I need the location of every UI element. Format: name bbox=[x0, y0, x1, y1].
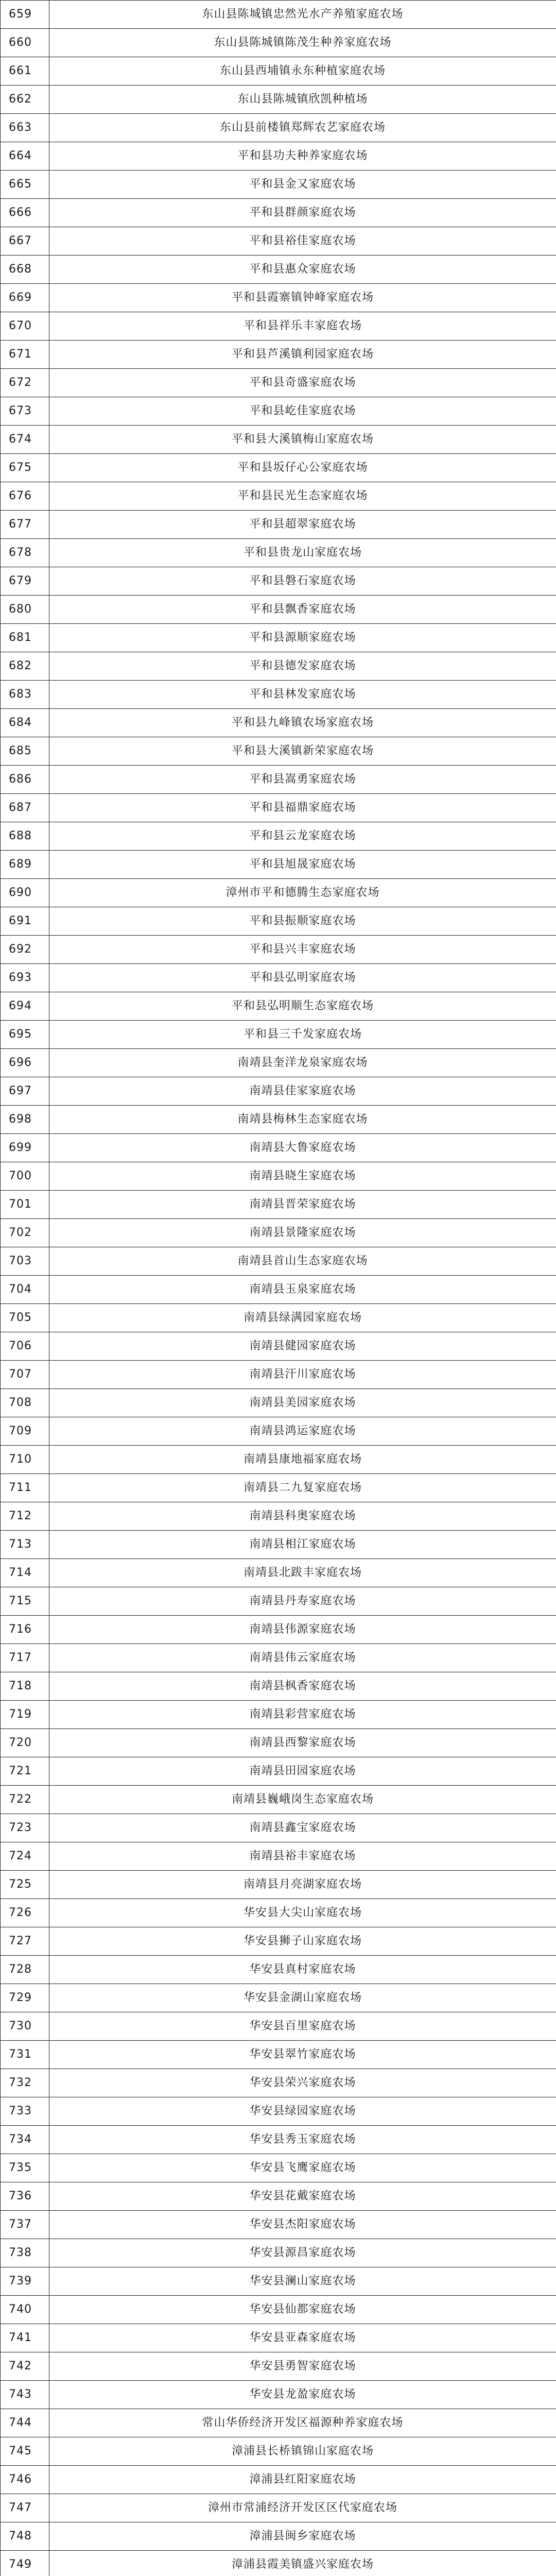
row-number: 702 bbox=[1, 1219, 49, 1247]
table-row bbox=[1, 567, 556, 596]
row-number: 670 bbox=[1, 312, 49, 341]
farm-name: 东山县陈城镇忠然光水产养殖家庭农场 bbox=[49, 1, 556, 29]
row-number: 722 bbox=[1, 1786, 49, 1814]
farm-name: 南靖县佳家家庭农场 bbox=[49, 1077, 556, 1106]
farm-name: 华安县亚森家庭农场 bbox=[49, 2324, 556, 2352]
table-row bbox=[1, 1389, 556, 1417]
table-row bbox=[1, 397, 556, 426]
farm-name: 南靖县玉泉家庭农场 bbox=[49, 1276, 556, 1304]
table-body bbox=[1, 1, 556, 2576]
farm-name: 平和县霞寨镇钟峰家庭农场 bbox=[49, 284, 556, 312]
table-row bbox=[1, 1616, 556, 1644]
row-number: 745 bbox=[1, 2437, 49, 2466]
table-row bbox=[1, 369, 556, 397]
table-row bbox=[1, 2409, 556, 2437]
table-row bbox=[1, 2324, 556, 2352]
row-number: 703 bbox=[1, 1247, 49, 1276]
table-row bbox=[1, 1247, 556, 1276]
farm-name: 平和县屹佳家庭农场 bbox=[49, 397, 556, 426]
table-row bbox=[1, 2239, 556, 2267]
farm-name: 平和县源顺家庭农场 bbox=[49, 624, 556, 652]
table-row bbox=[1, 1842, 556, 1871]
table-row bbox=[1, 1361, 556, 1389]
farm-name: 华安县狮子山家庭农场 bbox=[49, 1927, 556, 1956]
farm-name: 平和县民光生态家庭农场 bbox=[49, 482, 556, 511]
farm-name: 华安县绿园家庭农场 bbox=[49, 2097, 556, 2126]
farm-name: 平和县福鼎家庭农场 bbox=[49, 794, 556, 822]
farm-name: 平和县群颜家庭农场 bbox=[49, 199, 556, 227]
farm-name: 平和县大溪镇新荣家庭农场 bbox=[49, 737, 556, 766]
table-row bbox=[1, 2352, 556, 2381]
table-row bbox=[1, 227, 556, 256]
farm-name: 南靖县美园家庭农场 bbox=[49, 1389, 556, 1417]
table-row bbox=[1, 2437, 556, 2466]
farm-name: 平和县飘香家庭农场 bbox=[49, 596, 556, 624]
table-row bbox=[1, 1191, 556, 1219]
farm-name: 南靖县伟源家庭农场 bbox=[49, 1616, 556, 1644]
row-number: 689 bbox=[1, 851, 49, 879]
farm-name: 漳浦县红阳家庭农场 bbox=[49, 2466, 556, 2494]
table-row bbox=[1, 822, 556, 851]
table-row bbox=[1, 2522, 556, 2551]
row-number: 692 bbox=[1, 936, 49, 964]
farm-name: 平和县林发家庭农场 bbox=[49, 681, 556, 709]
farm-name: 华安县源昌家庭农场 bbox=[49, 2239, 556, 2267]
farm-name: 平和县九峰镇农场家庭农场 bbox=[49, 709, 556, 737]
table-row bbox=[1, 1134, 556, 1162]
row-number: 747 bbox=[1, 2494, 49, 2522]
table-row bbox=[1, 1559, 556, 1587]
farm-name: 华安县大尖山家庭农场 bbox=[49, 1899, 556, 1927]
row-number: 663 bbox=[1, 114, 49, 142]
farm-name: 平和县三千发家庭农场 bbox=[49, 1021, 556, 1049]
farm-name: 南靖县景隆家庭农场 bbox=[49, 1219, 556, 1247]
row-number: 674 bbox=[1, 426, 49, 454]
table-row bbox=[1, 1871, 556, 1899]
farm-name: 平和县功夫种养家庭农场 bbox=[49, 142, 556, 171]
row-number: 681 bbox=[1, 624, 49, 652]
farm-name: 华安县龙盈家庭农场 bbox=[49, 2381, 556, 2409]
row-number: 719 bbox=[1, 1701, 49, 1729]
farm-name: 平和县振顺家庭农场 bbox=[49, 907, 556, 936]
farm-name: 华安县真村家庭农场 bbox=[49, 1956, 556, 1984]
farm-name: 漳浦县霞美镇盛兴家庭农场 bbox=[49, 2551, 556, 2576]
farm-name: 南靖县梅林生态家庭农场 bbox=[49, 1106, 556, 1134]
table-row bbox=[1, 1446, 556, 1474]
table-row bbox=[1, 312, 556, 341]
row-number: 721 bbox=[1, 1757, 49, 1786]
row-number: 708 bbox=[1, 1389, 49, 1417]
row-number: 713 bbox=[1, 1531, 49, 1559]
farm-name: 南靖县相江家庭农场 bbox=[49, 1531, 556, 1559]
row-number: 686 bbox=[1, 766, 49, 794]
row-number: 737 bbox=[1, 2211, 49, 2239]
table-row bbox=[1, 794, 556, 822]
farm-name: 漳州市平和德腾生态家庭农场 bbox=[49, 879, 556, 907]
row-number: 675 bbox=[1, 454, 49, 482]
row-number: 685 bbox=[1, 737, 49, 766]
farm-name: 漳浦县长桥镇锦山家庭农场 bbox=[49, 2437, 556, 2466]
row-number: 723 bbox=[1, 1814, 49, 1842]
farm-name: 南靖县丹寿家庭农场 bbox=[49, 1587, 556, 1616]
table-row bbox=[1, 2494, 556, 2522]
table-row bbox=[1, 681, 556, 709]
farm-name: 南靖县月亮湖家庭农场 bbox=[49, 1871, 556, 1899]
table-row bbox=[1, 1956, 556, 1984]
table-row bbox=[1, 1106, 556, 1134]
row-number: 668 bbox=[1, 256, 49, 284]
farm-name: 南靖县健园家庭农场 bbox=[49, 1332, 556, 1361]
table-row bbox=[1, 114, 556, 142]
farm-name: 平和县金又家庭农场 bbox=[49, 171, 556, 199]
farm-name: 南靖县北跋丰家庭农场 bbox=[49, 1559, 556, 1587]
table-row bbox=[1, 57, 556, 86]
row-number: 679 bbox=[1, 567, 49, 596]
row-number: 687 bbox=[1, 794, 49, 822]
table-row bbox=[1, 2154, 556, 2182]
table-row bbox=[1, 2267, 556, 2296]
farm-name: 南靖县伟云家庭农场 bbox=[49, 1644, 556, 1672]
table-row bbox=[1, 1502, 556, 1531]
table-row bbox=[1, 1531, 556, 1559]
row-number: 669 bbox=[1, 284, 49, 312]
table-row bbox=[1, 539, 556, 567]
row-number: 714 bbox=[1, 1559, 49, 1587]
table-row bbox=[1, 596, 556, 624]
table-row bbox=[1, 2041, 556, 2069]
table-row bbox=[1, 2182, 556, 2211]
table-row bbox=[1, 936, 556, 964]
row-number: 673 bbox=[1, 397, 49, 426]
farm-name: 南靖县田园家庭农场 bbox=[49, 1757, 556, 1786]
table-row bbox=[1, 1332, 556, 1361]
farm-name: 平和县旭晟家庭农场 bbox=[49, 851, 556, 879]
table-row bbox=[1, 2296, 556, 2324]
row-number: 697 bbox=[1, 1077, 49, 1106]
table-row bbox=[1, 1219, 556, 1247]
row-number: 699 bbox=[1, 1134, 49, 1162]
farm-name: 南靖县大鲁家庭农场 bbox=[49, 1134, 556, 1162]
farm-name: 平和县云龙家庭农场 bbox=[49, 822, 556, 851]
table-row bbox=[1, 652, 556, 681]
table-row bbox=[1, 2466, 556, 2494]
row-number: 718 bbox=[1, 1672, 49, 1701]
table-row bbox=[1, 171, 556, 199]
farm-name: 东山县陈城镇陈茂生种养家庭农场 bbox=[49, 29, 556, 57]
row-number: 738 bbox=[1, 2239, 49, 2267]
farm-name: 华安县仙都家庭农场 bbox=[49, 2296, 556, 2324]
farm-name: 南靖县康地福家庭农场 bbox=[49, 1446, 556, 1474]
row-number: 742 bbox=[1, 2352, 49, 2381]
row-number: 717 bbox=[1, 1644, 49, 1672]
row-number: 726 bbox=[1, 1899, 49, 1927]
row-number: 740 bbox=[1, 2296, 49, 2324]
row-number: 678 bbox=[1, 539, 49, 567]
farm-name: 漳州市常浦经济开发区区代家庭农场 bbox=[49, 2494, 556, 2522]
farm-name: 华安县金湖山家庭农场 bbox=[49, 1984, 556, 2012]
farm-name: 平和县弘明家庭农场 bbox=[49, 964, 556, 992]
row-number: 712 bbox=[1, 1502, 49, 1531]
farm-name: 华安县花戴家庭农场 bbox=[49, 2182, 556, 2211]
table-row bbox=[1, 284, 556, 312]
row-number: 743 bbox=[1, 2381, 49, 2409]
farm-name: 华安县勇智家庭农场 bbox=[49, 2352, 556, 2381]
farm-name: 南靖县鑫宝家庭农场 bbox=[49, 1814, 556, 1842]
farm-name: 南靖县鸿运家庭农场 bbox=[49, 1417, 556, 1446]
farm-name: 平和县祥乐丰家庭农场 bbox=[49, 312, 556, 341]
row-number: 694 bbox=[1, 992, 49, 1021]
farm-name: 平和县裕佳家庭农场 bbox=[49, 227, 556, 256]
farm-name: 华安县秀玉家庭农场 bbox=[49, 2126, 556, 2154]
row-number: 710 bbox=[1, 1446, 49, 1474]
row-number: 662 bbox=[1, 86, 49, 114]
row-number: 730 bbox=[1, 2012, 49, 2041]
table-row bbox=[1, 454, 556, 482]
table-row bbox=[1, 1021, 556, 1049]
table-row bbox=[1, 2551, 556, 2576]
row-number: 715 bbox=[1, 1587, 49, 1616]
table-row bbox=[1, 1276, 556, 1304]
table-row bbox=[1, 142, 556, 171]
table-row bbox=[1, 1729, 556, 1757]
row-number: 690 bbox=[1, 879, 49, 907]
table-row bbox=[1, 2381, 556, 2409]
row-number: 734 bbox=[1, 2126, 49, 2154]
row-number: 659 bbox=[1, 1, 49, 29]
row-number: 705 bbox=[1, 1304, 49, 1332]
table-row bbox=[1, 737, 556, 766]
row-number: 667 bbox=[1, 227, 49, 256]
row-number: 732 bbox=[1, 2069, 49, 2097]
table-row bbox=[1, 2211, 556, 2239]
table-row bbox=[1, 1814, 556, 1842]
table-row bbox=[1, 964, 556, 992]
farm-name: 南靖县奎洋龙泉家庭农场 bbox=[49, 1049, 556, 1077]
farm-name: 南靖县首山生态家庭农场 bbox=[49, 1247, 556, 1276]
farm-name: 平和县磐石家庭农场 bbox=[49, 567, 556, 596]
farm-name: 平和县德发家庭农场 bbox=[49, 652, 556, 681]
row-number: 706 bbox=[1, 1332, 49, 1361]
table-row bbox=[1, 624, 556, 652]
farm-name: 平和县贵龙山家庭农场 bbox=[49, 539, 556, 567]
farm-name: 南靖县巍峨岗生态家庭农场 bbox=[49, 1786, 556, 1814]
table-row bbox=[1, 1984, 556, 2012]
row-number: 707 bbox=[1, 1361, 49, 1389]
row-number: 724 bbox=[1, 1842, 49, 1871]
table-row bbox=[1, 1, 556, 29]
table-row bbox=[1, 199, 556, 227]
table-row bbox=[1, 2012, 556, 2041]
farm-name: 南靖县彩营家庭农场 bbox=[49, 1701, 556, 1729]
farm-name: 南靖县汗川家庭农场 bbox=[49, 1361, 556, 1389]
farm-name: 漳浦县闽乡家庭农场 bbox=[49, 2522, 556, 2551]
row-number: 683 bbox=[1, 681, 49, 709]
row-number: 727 bbox=[1, 1927, 49, 1956]
row-number: 680 bbox=[1, 596, 49, 624]
row-number: 660 bbox=[1, 29, 49, 57]
row-number: 676 bbox=[1, 482, 49, 511]
table-row bbox=[1, 1757, 556, 1786]
farm-name: 平和县芦溪镇利园家庭农场 bbox=[49, 341, 556, 369]
row-number: 733 bbox=[1, 2097, 49, 2126]
row-number: 735 bbox=[1, 2154, 49, 2182]
table-row bbox=[1, 426, 556, 454]
row-number: 725 bbox=[1, 1871, 49, 1899]
farm-name: 南靖县枫香家庭农场 bbox=[49, 1672, 556, 1701]
farm-name: 南靖县晋荣家庭农场 bbox=[49, 1191, 556, 1219]
row-number: 744 bbox=[1, 2409, 49, 2437]
row-number: 701 bbox=[1, 1191, 49, 1219]
table-row bbox=[1, 2126, 556, 2154]
row-number: 661 bbox=[1, 57, 49, 86]
row-number: 664 bbox=[1, 142, 49, 171]
farm-name: 东山县西埔镇永东种植家庭农场 bbox=[49, 57, 556, 86]
row-number: 672 bbox=[1, 369, 49, 397]
farm-name: 华安县百里家庭农场 bbox=[49, 2012, 556, 2041]
table-row bbox=[1, 1077, 556, 1106]
row-number: 709 bbox=[1, 1417, 49, 1446]
row-number: 716 bbox=[1, 1616, 49, 1644]
table-row bbox=[1, 29, 556, 57]
table-row bbox=[1, 766, 556, 794]
table-row bbox=[1, 1049, 556, 1077]
row-number: 731 bbox=[1, 2041, 49, 2069]
table-row bbox=[1, 879, 556, 907]
row-number: 688 bbox=[1, 822, 49, 851]
row-number: 684 bbox=[1, 709, 49, 737]
farm-name: 常山华侨经济开发区福源种养家庭农场 bbox=[49, 2409, 556, 2437]
table-row bbox=[1, 1304, 556, 1332]
farm-name: 南靖县科奥家庭农场 bbox=[49, 1502, 556, 1531]
table-row bbox=[1, 482, 556, 511]
table-row bbox=[1, 1417, 556, 1446]
farm-name: 平和县嵩勇家庭农场 bbox=[49, 766, 556, 794]
farm-name: 南靖县裕丰家庭农场 bbox=[49, 1842, 556, 1871]
table-row bbox=[1, 256, 556, 284]
row-number: 749 bbox=[1, 2551, 49, 2576]
table-row bbox=[1, 2069, 556, 2097]
table-row bbox=[1, 1899, 556, 1927]
farm-name: 南靖县西黎家庭农场 bbox=[49, 1729, 556, 1757]
farm-name: 华安县翠竹家庭农场 bbox=[49, 2041, 556, 2069]
row-number: 746 bbox=[1, 2466, 49, 2494]
row-number: 693 bbox=[1, 964, 49, 992]
row-number: 671 bbox=[1, 341, 49, 369]
row-number: 736 bbox=[1, 2182, 49, 2211]
farm-name: 东山县陈城镇欣凯种植场 bbox=[49, 86, 556, 114]
farm-name: 平和县弘明顺生态家庭农场 bbox=[49, 992, 556, 1021]
row-number: 696 bbox=[1, 1049, 49, 1077]
table-row bbox=[1, 1927, 556, 1956]
farm-name: 东山县前楼镇郑辉农艺家庭农场 bbox=[49, 114, 556, 142]
row-number: 666 bbox=[1, 199, 49, 227]
row-number: 665 bbox=[1, 171, 49, 199]
farm-name: 华安县杰阳家庭农场 bbox=[49, 2211, 556, 2239]
farm-name: 南靖县二九复家庭农场 bbox=[49, 1474, 556, 1502]
row-number: 698 bbox=[1, 1106, 49, 1134]
row-number: 720 bbox=[1, 1729, 49, 1757]
row-number: 711 bbox=[1, 1474, 49, 1502]
row-number: 682 bbox=[1, 652, 49, 681]
farm-name: 平和县大溪镇梅山家庭农场 bbox=[49, 426, 556, 454]
table-row bbox=[1, 1644, 556, 1672]
table-row bbox=[1, 1701, 556, 1729]
table-row bbox=[1, 709, 556, 737]
table-row bbox=[1, 1672, 556, 1701]
table-row bbox=[1, 907, 556, 936]
farm-name: 南靖县晓生家庭农场 bbox=[49, 1162, 556, 1191]
row-number: 704 bbox=[1, 1276, 49, 1304]
farm-name: 华安县荣兴家庭农场 bbox=[49, 2069, 556, 2097]
table-row bbox=[1, 1786, 556, 1814]
table-row bbox=[1, 86, 556, 114]
row-number: 729 bbox=[1, 1984, 49, 2012]
table-row bbox=[1, 1474, 556, 1502]
farm-name: 平和县坂仔心公家庭农场 bbox=[49, 454, 556, 482]
row-number: 739 bbox=[1, 2267, 49, 2296]
row-number: 728 bbox=[1, 1956, 49, 1984]
table-row bbox=[1, 1162, 556, 1191]
table-row bbox=[1, 2097, 556, 2126]
row-number: 748 bbox=[1, 2522, 49, 2551]
row-number: 677 bbox=[1, 511, 49, 539]
table-row bbox=[1, 851, 556, 879]
row-number: 695 bbox=[1, 1021, 49, 1049]
farm-name: 南靖县绿满园家庭农场 bbox=[49, 1304, 556, 1332]
farm-name: 平和县兴丰家庭农场 bbox=[49, 936, 556, 964]
farm-name: 华安县飞鹰家庭农场 bbox=[49, 2154, 556, 2182]
table-row bbox=[1, 511, 556, 539]
table-row bbox=[1, 1587, 556, 1616]
farm-name: 平和县超翠家庭农场 bbox=[49, 511, 556, 539]
table-row bbox=[1, 341, 556, 369]
table-row bbox=[1, 992, 556, 1021]
row-number: 741 bbox=[1, 2324, 49, 2352]
row-number: 691 bbox=[1, 907, 49, 936]
farm-name: 华安县澜山家庭农场 bbox=[49, 2267, 556, 2296]
row-number: 700 bbox=[1, 1162, 49, 1191]
farm-name: 平和县惠众家庭农场 bbox=[49, 256, 556, 284]
farm-name: 平和县奇盛家庭农场 bbox=[49, 369, 556, 397]
